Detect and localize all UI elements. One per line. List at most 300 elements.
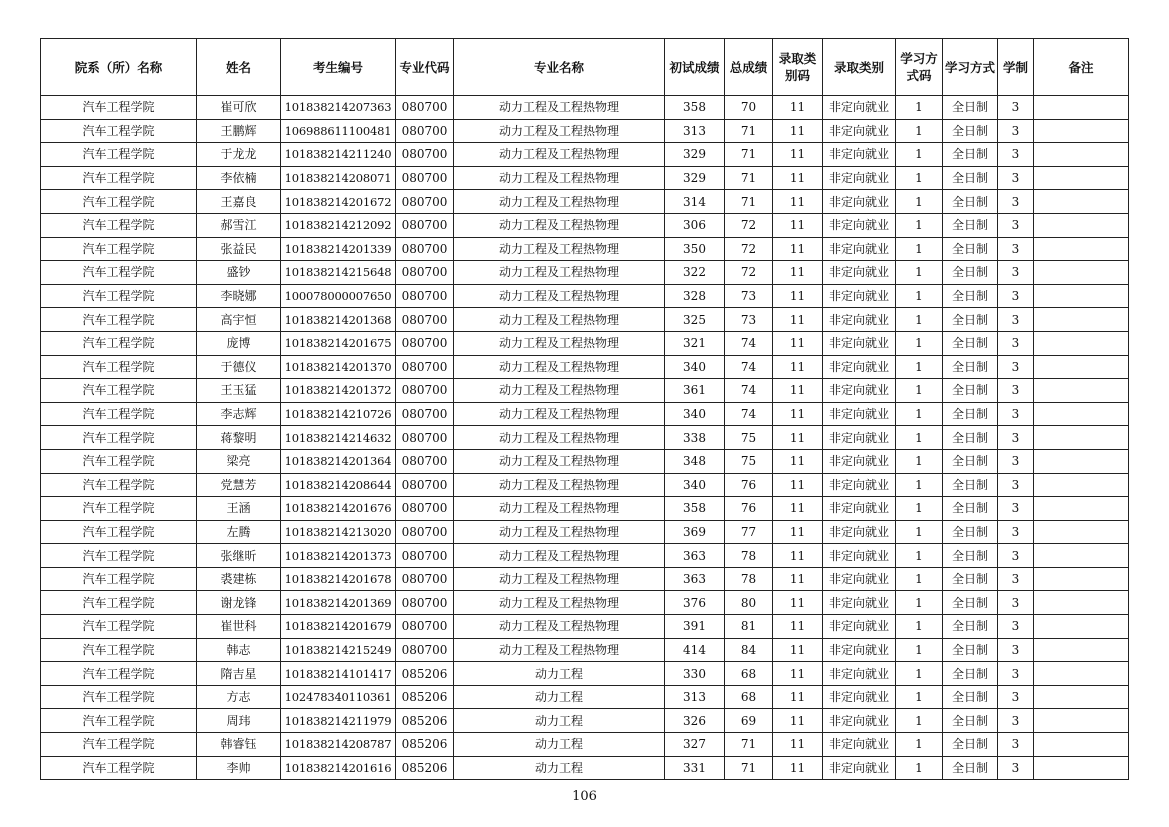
candidate-id-cell: 101838214201675 [281, 331, 396, 355]
total-score-cell: 71 [725, 143, 773, 167]
total-score-cell: 80 [725, 591, 773, 615]
study-mode-code-cell: 1 [896, 733, 943, 757]
major-code-cell: 080700 [396, 379, 454, 403]
duration-cell: 3 [998, 379, 1034, 403]
remarks-cell [1034, 591, 1129, 615]
major-code-cell: 085206 [396, 685, 454, 709]
study-mode-cell: 全日制 [943, 473, 998, 497]
candidate-id-cell: 101838214201678 [281, 567, 396, 591]
admission-category-cell: 非定向就业 [823, 331, 896, 355]
department-cell: 汽车工程学院 [41, 284, 197, 308]
admission-category-cell: 非定向就业 [823, 355, 896, 379]
remarks-cell [1034, 237, 1129, 261]
table-row [41, 685, 1129, 709]
major-code-cell: 080700 [396, 520, 454, 544]
name-cell: 周玮 [197, 709, 281, 733]
table-row [41, 591, 1129, 615]
name-cell: 王鹏辉 [197, 119, 281, 143]
department-cell: 汽车工程学院 [41, 355, 197, 379]
study-mode-code-cell: 1 [896, 213, 943, 237]
prelim-score-cell: 361 [665, 379, 725, 403]
prelim-score-cell: 329 [665, 166, 725, 190]
study-mode-cell: 全日制 [943, 402, 998, 426]
admission-category-cell: 非定向就业 [823, 190, 896, 214]
total-score-cell: 74 [725, 355, 773, 379]
prelim-score-cell: 314 [665, 190, 725, 214]
name-cell: 蒋黎明 [197, 426, 281, 450]
major-name-cell: 动力工程及工程热物理 [454, 119, 665, 143]
major-name-cell: 动力工程及工程热物理 [454, 497, 665, 521]
prelim-score-cell: 313 [665, 685, 725, 709]
admission-category-cell: 非定向就业 [823, 284, 896, 308]
study-mode-cell: 全日制 [943, 237, 998, 261]
name-cell: 崔可欣 [197, 96, 281, 120]
total-score-cell: 71 [725, 756, 773, 780]
admission-category-cell: 非定向就业 [823, 449, 896, 473]
department-cell: 汽车工程学院 [41, 143, 197, 167]
name-cell: 于龙龙 [197, 143, 281, 167]
remarks-cell [1034, 449, 1129, 473]
remarks-cell [1034, 119, 1129, 143]
department-cell: 汽车工程学院 [41, 402, 197, 426]
remarks-cell [1034, 166, 1129, 190]
major-name-cell: 动力工程及工程热物理 [454, 261, 665, 285]
major-code-cell: 080700 [396, 638, 454, 662]
duration-cell: 3 [998, 308, 1034, 332]
major-name-cell: 动力工程及工程热物理 [454, 473, 665, 497]
name-cell: 崔世科 [197, 615, 281, 639]
name-cell: 左腾 [197, 520, 281, 544]
study-mode-cell: 全日制 [943, 379, 998, 403]
duration-cell: 3 [998, 96, 1034, 120]
total-score-cell: 73 [725, 308, 773, 332]
total-score-cell: 71 [725, 733, 773, 757]
admission-category-cell: 非定向就业 [823, 426, 896, 450]
candidate-id-cell: 101838214215648 [281, 261, 396, 285]
major-code-cell: 080700 [396, 426, 454, 450]
admission-category-code-cell: 11 [773, 379, 823, 403]
major-name-cell: 动力工程及工程热物理 [454, 96, 665, 120]
study-mode-code-cell: 1 [896, 544, 943, 568]
admission-category-cell: 非定向就业 [823, 237, 896, 261]
admission-category-code-cell: 11 [773, 284, 823, 308]
admission-category-code-cell: 11 [773, 237, 823, 261]
name-cell: 裘建栋 [197, 567, 281, 591]
study-mode-code-cell: 1 [896, 567, 943, 591]
major-code-cell: 085206 [396, 662, 454, 686]
admission-category-code-cell: 11 [773, 331, 823, 355]
name-cell: 韩睿钰 [197, 733, 281, 757]
name-cell: 李帅 [197, 756, 281, 780]
study-mode-code-cell: 1 [896, 96, 943, 120]
name-cell: 庞博 [197, 331, 281, 355]
candidate-id-cell: 101838214215249 [281, 638, 396, 662]
admission-category-code-cell: 11 [773, 308, 823, 332]
major-name-cell: 动力工程及工程热物理 [454, 213, 665, 237]
prelim-score-cell: 326 [665, 709, 725, 733]
table-row [41, 733, 1129, 757]
name-cell: 李依楠 [197, 166, 281, 190]
study-mode-code-cell: 1 [896, 520, 943, 544]
major-name-cell: 动力工程 [454, 685, 665, 709]
remarks-cell [1034, 355, 1129, 379]
duration-cell: 3 [998, 402, 1034, 426]
table-row [41, 638, 1129, 662]
remarks-cell [1034, 96, 1129, 120]
study-mode-code-cell: 1 [896, 591, 943, 615]
department-cell: 汽车工程学院 [41, 709, 197, 733]
study-mode-cell: 全日制 [943, 662, 998, 686]
department-cell: 汽车工程学院 [41, 449, 197, 473]
admission-category-code-cell: 11 [773, 96, 823, 120]
total-score-cell: 75 [725, 426, 773, 450]
admission-category-code-cell: 11 [773, 709, 823, 733]
department-cell: 汽车工程学院 [41, 662, 197, 686]
name-cell: 李志辉 [197, 402, 281, 426]
duration-cell: 3 [998, 331, 1034, 355]
name-cell: 谢龙锋 [197, 591, 281, 615]
remarks-cell [1034, 497, 1129, 521]
prelim-score-cell: 340 [665, 355, 725, 379]
prelim-score-cell: 348 [665, 449, 725, 473]
total-score-cell: 72 [725, 237, 773, 261]
duration-cell: 3 [998, 213, 1034, 237]
department-cell: 汽车工程学院 [41, 638, 197, 662]
study-mode-code-cell: 1 [896, 685, 943, 709]
candidate-id-cell: 101838214101417 [281, 662, 396, 686]
total-score-cell: 74 [725, 331, 773, 355]
prelim-score-cell: 358 [665, 497, 725, 521]
study-mode-code-cell: 1 [896, 615, 943, 639]
name-cell: 高宇恒 [197, 308, 281, 332]
remarks-cell [1034, 261, 1129, 285]
remarks-cell [1034, 685, 1129, 709]
major-name-cell: 动力工程及工程热物理 [454, 591, 665, 615]
name-cell: 李晓娜 [197, 284, 281, 308]
study-mode-cell: 全日制 [943, 615, 998, 639]
prelim-score-cell: 329 [665, 143, 725, 167]
candidate-id-cell: 101838214201616 [281, 756, 396, 780]
admission-category-code-cell: 11 [773, 402, 823, 426]
name-cell: 于德仪 [197, 355, 281, 379]
major-code-cell: 080700 [396, 261, 454, 285]
candidate-id-cell: 101838214214632 [281, 426, 396, 450]
department-cell: 汽车工程学院 [41, 308, 197, 332]
table-row [41, 331, 1129, 355]
study-mode-cell: 全日制 [943, 96, 998, 120]
candidate-id-cell: 101838214201672 [281, 190, 396, 214]
admission-category-cell: 非定向就业 [823, 213, 896, 237]
major-name-cell: 动力工程及工程热物理 [454, 520, 665, 544]
candidate-id-cell: 100078000007650 [281, 284, 396, 308]
remarks-cell [1034, 284, 1129, 308]
table-row [41, 402, 1129, 426]
prelim-score-cell: 328 [665, 284, 725, 308]
remarks-cell [1034, 331, 1129, 355]
prelim-score-cell: 363 [665, 544, 725, 568]
study-mode-cell: 全日制 [943, 261, 998, 285]
study-mode-code-cell: 1 [896, 355, 943, 379]
admission-category-code-cell: 11 [773, 733, 823, 757]
study-mode-cell: 全日制 [943, 591, 998, 615]
department-cell: 汽车工程学院 [41, 520, 197, 544]
department-cell: 汽车工程学院 [41, 426, 197, 450]
table-row [41, 615, 1129, 639]
department-cell: 汽车工程学院 [41, 166, 197, 190]
admission-category-cell: 非定向就业 [823, 733, 896, 757]
department-cell: 汽车工程学院 [41, 473, 197, 497]
admission-category-cell: 非定向就业 [823, 756, 896, 780]
department-cell: 汽车工程学院 [41, 591, 197, 615]
total-score-cell: 84 [725, 638, 773, 662]
admission-category-code-cell: 11 [773, 497, 823, 521]
major-name-cell: 动力工程 [454, 756, 665, 780]
major-code-cell: 080700 [396, 449, 454, 473]
department-cell: 汽车工程学院 [41, 237, 197, 261]
prelim-score-cell: 322 [665, 261, 725, 285]
table-row [41, 119, 1129, 143]
candidate-id-cell: 101838214208644 [281, 473, 396, 497]
total-score-cell: 69 [725, 709, 773, 733]
admission-category-code-cell: 11 [773, 685, 823, 709]
remarks-cell [1034, 190, 1129, 214]
table-row [41, 449, 1129, 473]
admission-category-cell: 非定向就业 [823, 544, 896, 568]
study-mode-cell: 全日制 [943, 119, 998, 143]
study-mode-cell: 全日制 [943, 685, 998, 709]
column-header: 专业代码 [396, 39, 454, 96]
table-header [41, 39, 1129, 96]
study-mode-code-cell: 1 [896, 331, 943, 355]
department-cell: 汽车工程学院 [41, 96, 197, 120]
admission-category-code-cell: 11 [773, 615, 823, 639]
remarks-cell [1034, 662, 1129, 686]
candidate-id-cell: 101838214201370 [281, 355, 396, 379]
prelim-score-cell: 391 [665, 615, 725, 639]
name-cell: 郝雪江 [197, 213, 281, 237]
duration-cell: 3 [998, 119, 1034, 143]
major-name-cell: 动力工程及工程热物理 [454, 166, 665, 190]
remarks-cell [1034, 756, 1129, 780]
name-cell: 王嘉良 [197, 190, 281, 214]
table-row [41, 96, 1129, 120]
study-mode-cell: 全日制 [943, 567, 998, 591]
study-mode-code-cell: 1 [896, 426, 943, 450]
department-cell: 汽车工程学院 [41, 331, 197, 355]
remarks-cell [1034, 544, 1129, 568]
major-code-cell: 080700 [396, 237, 454, 261]
total-score-cell: 77 [725, 520, 773, 544]
column-header: 考生编号 [281, 39, 396, 96]
name-cell: 隋吉星 [197, 662, 281, 686]
admission-category-code-cell: 11 [773, 662, 823, 686]
remarks-cell [1034, 615, 1129, 639]
major-code-cell: 085206 [396, 709, 454, 733]
prelim-score-cell: 327 [665, 733, 725, 757]
column-header: 学习方式 [943, 39, 998, 96]
column-header: 院系（所）名称 [41, 39, 197, 96]
candidate-id-cell: 101838214208071 [281, 166, 396, 190]
major-name-cell: 动力工程及工程热物理 [454, 402, 665, 426]
total-score-cell: 68 [725, 685, 773, 709]
total-score-cell: 72 [725, 261, 773, 285]
study-mode-cell: 全日制 [943, 426, 998, 450]
study-mode-cell: 全日制 [943, 638, 998, 662]
study-mode-code-cell: 1 [896, 709, 943, 733]
remarks-cell [1034, 709, 1129, 733]
major-name-cell: 动力工程及工程热物理 [454, 237, 665, 261]
major-code-cell: 080700 [396, 355, 454, 379]
table-row [41, 709, 1129, 733]
duration-cell: 3 [998, 497, 1034, 521]
major-name-cell: 动力工程及工程热物理 [454, 544, 665, 568]
admission-category-code-cell: 11 [773, 166, 823, 190]
major-code-cell: 080700 [396, 402, 454, 426]
major-code-cell: 080700 [396, 591, 454, 615]
study-mode-code-cell: 1 [896, 402, 943, 426]
prelim-score-cell: 340 [665, 402, 725, 426]
total-score-cell: 74 [725, 379, 773, 403]
admission-category-cell: 非定向就业 [823, 402, 896, 426]
admission-category-cell: 非定向就业 [823, 379, 896, 403]
duration-cell: 3 [998, 733, 1034, 757]
study-mode-code-cell: 1 [896, 237, 943, 261]
major-code-cell: 080700 [396, 544, 454, 568]
duration-cell: 3 [998, 615, 1034, 639]
department-cell: 汽车工程学院 [41, 497, 197, 521]
major-code-cell: 080700 [396, 615, 454, 639]
column-header: 初试成绩 [665, 39, 725, 96]
major-code-cell: 080700 [396, 119, 454, 143]
study-mode-cell: 全日制 [943, 497, 998, 521]
study-mode-cell: 全日制 [943, 544, 998, 568]
prelim-score-cell: 414 [665, 638, 725, 662]
duration-cell: 3 [998, 685, 1034, 709]
major-name-cell: 动力工程及工程热物理 [454, 567, 665, 591]
admission-category-code-cell: 11 [773, 591, 823, 615]
major-code-cell: 080700 [396, 331, 454, 355]
candidate-id-cell: 101838214201373 [281, 544, 396, 568]
page-number: 106 [572, 789, 597, 804]
major-code-cell: 080700 [396, 190, 454, 214]
remarks-cell [1034, 308, 1129, 332]
candidate-id-cell: 101838214201679 [281, 615, 396, 639]
admission-category-cell: 非定向就业 [823, 591, 896, 615]
major-name-cell: 动力工程及工程热物理 [454, 449, 665, 473]
admission-category-code-cell: 11 [773, 473, 823, 497]
remarks-cell [1034, 379, 1129, 403]
admission-table [40, 38, 1129, 780]
candidate-id-cell: 101838214201368 [281, 308, 396, 332]
major-name-cell: 动力工程及工程热物理 [454, 331, 665, 355]
duration-cell: 3 [998, 426, 1034, 450]
prelim-score-cell: 350 [665, 237, 725, 261]
major-code-cell: 080700 [396, 96, 454, 120]
study-mode-code-cell: 1 [896, 166, 943, 190]
table-row [41, 308, 1129, 332]
major-name-cell: 动力工程及工程热物理 [454, 426, 665, 450]
total-score-cell: 78 [725, 567, 773, 591]
prelim-score-cell: 325 [665, 308, 725, 332]
duration-cell: 3 [998, 756, 1034, 780]
table-row [41, 213, 1129, 237]
table-row [41, 261, 1129, 285]
prelim-score-cell: 340 [665, 473, 725, 497]
study-mode-code-cell: 1 [896, 284, 943, 308]
duration-cell: 3 [998, 544, 1034, 568]
name-cell: 盛钞 [197, 261, 281, 285]
table-row [41, 473, 1129, 497]
study-mode-cell: 全日制 [943, 308, 998, 332]
prelim-score-cell: 363 [665, 567, 725, 591]
name-cell: 王玉猛 [197, 379, 281, 403]
department-cell: 汽车工程学院 [41, 119, 197, 143]
admission-category-code-cell: 11 [773, 520, 823, 544]
study-mode-code-cell: 1 [896, 190, 943, 214]
total-score-cell: 73 [725, 284, 773, 308]
remarks-cell [1034, 426, 1129, 450]
total-score-cell: 71 [725, 166, 773, 190]
table-row [41, 237, 1129, 261]
admission-category-code-cell: 11 [773, 143, 823, 167]
admission-category-cell: 非定向就业 [823, 520, 896, 544]
duration-cell: 3 [998, 355, 1034, 379]
table-row [41, 355, 1129, 379]
department-cell: 汽车工程学院 [41, 190, 197, 214]
table-row [41, 190, 1129, 214]
major-name-cell: 动力工程及工程热物理 [454, 190, 665, 214]
candidate-id-cell: 101838214201372 [281, 379, 396, 403]
duration-cell: 3 [998, 261, 1034, 285]
table-row [41, 756, 1129, 780]
admission-category-code-cell: 11 [773, 261, 823, 285]
major-name-cell: 动力工程及工程热物理 [454, 379, 665, 403]
admission-category-cell: 非定向就业 [823, 261, 896, 285]
remarks-cell [1034, 402, 1129, 426]
study-mode-cell: 全日制 [943, 190, 998, 214]
study-mode-cell: 全日制 [943, 520, 998, 544]
department-cell: 汽车工程学院 [41, 615, 197, 639]
duration-cell: 3 [998, 709, 1034, 733]
table-row [41, 379, 1129, 403]
department-cell: 汽车工程学院 [41, 379, 197, 403]
header-row [41, 39, 1129, 96]
candidate-id-cell: 101838214208787 [281, 733, 396, 757]
total-score-cell: 71 [725, 190, 773, 214]
candidate-id-cell: 101838214213020 [281, 520, 396, 544]
duration-cell: 3 [998, 449, 1034, 473]
table-row [41, 662, 1129, 686]
study-mode-code-cell: 1 [896, 119, 943, 143]
column-header: 总成绩 [725, 39, 773, 96]
study-mode-code-cell: 1 [896, 261, 943, 285]
total-score-cell: 76 [725, 497, 773, 521]
column-header: 录取类别码 [773, 39, 823, 96]
major-name-cell: 动力工程及工程热物理 [454, 355, 665, 379]
table-row [41, 143, 1129, 167]
admission-category-cell: 非定向就业 [823, 685, 896, 709]
major-code-cell: 080700 [396, 284, 454, 308]
name-cell: 梁亮 [197, 449, 281, 473]
remarks-cell [1034, 638, 1129, 662]
column-header: 学制 [998, 39, 1034, 96]
admission-category-cell: 非定向就业 [823, 709, 896, 733]
prelim-score-cell: 369 [665, 520, 725, 544]
department-cell: 汽车工程学院 [41, 756, 197, 780]
major-code-cell: 085206 [396, 733, 454, 757]
study-mode-cell: 全日制 [943, 355, 998, 379]
total-score-cell: 70 [725, 96, 773, 120]
